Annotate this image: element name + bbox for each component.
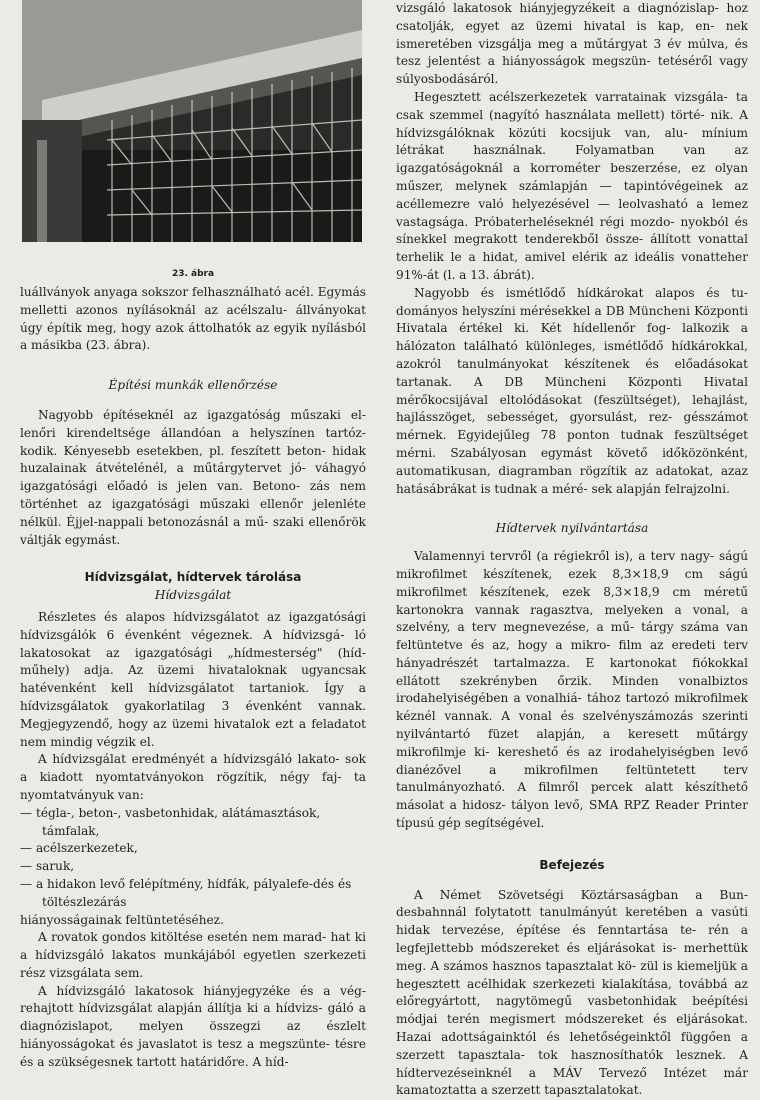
paragraph-hidvizsgalat-2: A hídvizsgálat eredményét a hídvizsgáló lakato- sok a kiadott nyomtatványokon rögzítik, négy faj- ta nyomtatványuk van: [20, 752, 366, 802]
figure-caption: 23. ábra [171, 269, 215, 279]
right-column [396, 0, 748, 1100]
paragraph-continued: vizsgáló lakatosok hiányjegyzékeit a diagnózislap- hoz csatolják, egyet az üzemi hivatal is kap, en- nek ismeretében vizsgálja meg a műtárgyat 3 év múlva, és tesz jelentést a hiányosságok megszün- tetéséről vagy súlyosbodásáról. [396, 1, 748, 87]
paragraph-befejezes: A Német Szövetségi Köztársaságban a Bun- desbahnnál folytatott tanulmányút keretében a vasúti hidak tervezése, építése és fenntartása te- rén a legfejlettebb módszereket és eljárásokat is- merhettük meg. A számos hasznos tapasztalat kö- zül is kiemeljük a hegesztett acélhidak szerkezeti kialakítása, továbbá az előregyártott, nagytömegű vasbetonhidak beépítési módjai terén megismert módszereket és eljárásokat. Hazai adottságainktól és lehetőségeinktől függően a szerzett tapasztala- tok hasznosíthatók lesznek. A hídtervezéseinknél a MÁV Tervező Intézet már kamatoztatta a szerzett tapasztalatokat. [396, 887, 748, 1098]
form-type-list [20, 805, 366, 912]
paragraph-intro: luállványok anyaga sokszor felhasználható acél. Egymás melletti azonos nyílásoknál az acélszalu- állványokat úgy építik meg, hogy azok áttolhatók az egyik nyílásból a másikba (23. ábra). [20, 285, 366, 353]
paragraph-epitesi: Nagyobb építéseknél az igazgatóság műszaki el- lenőri kirendeltsége állandóan a helyszínen tartóz- kodik. Kényesebb esetekben, pl. feszített beton- hidak huzalainak átvételénél, a műtárgytervet jó- váhagyó igazgatósági előadó is jelen van. Betono- zás nem történhet az igazgatósági műszaki ellenőr jelenléte nélkül. Éjjel-nappali betonozásnál a mű- szaki ellenőrök váltják egymást. [20, 407, 366, 547]
paragraph-after-list: hiányosságainak feltüntetéséhez. [20, 912, 224, 927]
list-item: — a hidakon levő felépítmény, hídfák, pályalefe-dés és töltészlezárás [20, 876, 366, 912]
left-column [20, 0, 366, 1072]
paragraph-nyilvantartas: Valamennyi tervről (a régiekről is), a terv nagy- ságú mikrofilmet készítenek, ezek 8,3×18,9 cm ságú mikrofilmet készítenek, ezek 8,3×18,9 cm méretű kartonokra vannak ragasztva, melyeken a vonal, a szelvény, a terv megnevezése, a mű- tárgy száma van feltüntetve és az, hogy a mikro- film az eredeti terv hányadrészét tartalmazza. E kartonokat fiókokkal ellátott szekrényben őrzik. Minden vonalbiztos irodahelyiségében a vonalhiá- tához tartozó mikrofilmek kéznél vannak. A vonal és szelvényszámozás szerinti nyilvántartó füzet alapján, a keresett műtárgy mikrofilmje ki- kereshető és az irodahelyiségben levő dianézővel a mikrofilmen feltüntetett terv tanulmányozható. A filmről percek alatt készíthető másolat a hidosz- tályon levő, SMA RPZ Reader Printer típusú gép segítségével. [396, 549, 748, 831]
list-item: — tégla-, beton-, vasbetonhidak, alátámasztások, támfalak, [20, 805, 366, 841]
list-item: — saruk, [20, 858, 366, 876]
heading-hidvizsgalat: Hídvizsgálat [154, 588, 232, 603]
paragraph-rovatok: A rovatok gondos kitöltése esetén nem marad- hat ki a hídvizsgáló lakatos munkájából egyetlen szerkezeti rész vizsgálata sem. [20, 930, 366, 980]
heading-hidvizsgalat-main: Hídvizsgálat, hídtervek tárolása [84, 570, 302, 585]
list-item: — acélszerkezetek, [20, 840, 366, 858]
heading-befejezes: Befejezés [539, 857, 605, 872]
heading-epitesi-ellenorzes: Építési munkák ellenőrzése [108, 378, 278, 393]
paragraph-hianyjegyzek: A hídvizsgáló lakatosok hiányjegyzéke és a vég- rehajtott hídvizsgálat alapján állítja ki a hídvizs- gáló a diagnózislapot, melyen összegzi az észlelt hiányosságokat és javaslatot is tesz a megszünte- tésre és a szükségesnek tartott határidőre. A híd- [20, 983, 366, 1069]
heading-hidtervek-nyilvantartasa: Hídtervek nyilvántartása [495, 521, 649, 536]
bridge-scaffolding-image [22, 0, 362, 242]
figure-photo [22, 0, 362, 242]
paragraph-hidvizsgalat-1: Részletes és alapos hídvizsgálatot az igazgatósági hídvizsgálók 6 évenként végeznek. A hídvizsgá- ló lakatosokat az igazgatósági „hídmesterség" (híd- műhely) adja. Az üzemi hivataloknak ugyancsak hatévenként kell hídvizsgálatot tartaniok. Így a hídvizsgálatok gyakorlatilag 3 évenként vannak. Megjegyzendő, hogy az üzemi hivatalok ezt a feladatot nem mindig végzik el. [20, 609, 366, 749]
paragraph-hegesztett: Hegesztett acélszerkezetek varratainak vizsgála- ta csak szemmel (nagyító használata mellett) törté- nik. A hídvizsgálóknak közúti kocsijuk van, alu- mínium létrákat használnak. Folyamatban van az igazgatóságoknál a korrométer beszerzése, ez olyan műszer, melynek számlapján — tapintóvégeinek az acéllemezre való helyezésével — leolvasható a lemez vastagsága. Próbaterheléseknél régi mozdo- nyokból és sínekkel megrakott tenderekből össze- állított vonattal terhelik le a hidat, amivel elérik az ideális vonatteher 91%-át (l. a 13. ábrát). [396, 89, 748, 282]
paragraph-nagyobb-hidkarok: Nagyobb és ismétlődő hídkárokat alapos és tu- dományos helyszíni mérésekkel a DB Müncheni Központi Hivatala értékel ki. Két hídellenőr fog- lalkozik a hálózaton található különleges, ismétlődő hídkárokkal, azokról tanulmányokat készítenek és előadásokat tartanak. A DB Müncheni Központi Hivatal mérőkocsijával eltolódásokat (feszültséget), lehajlást, hajlásszöget, sebességet, gyorsulást, rez- gésszámot mérnek. Egyidejűleg 78 ponton tudnak feszültséget mérni. Szabályosan egymást követő időközönként, automatikusan, diagramban rögzítik az adatokat, azaz hatásábrákat is tudnak a méré- sek alapján felrajzolni. [396, 285, 748, 496]
